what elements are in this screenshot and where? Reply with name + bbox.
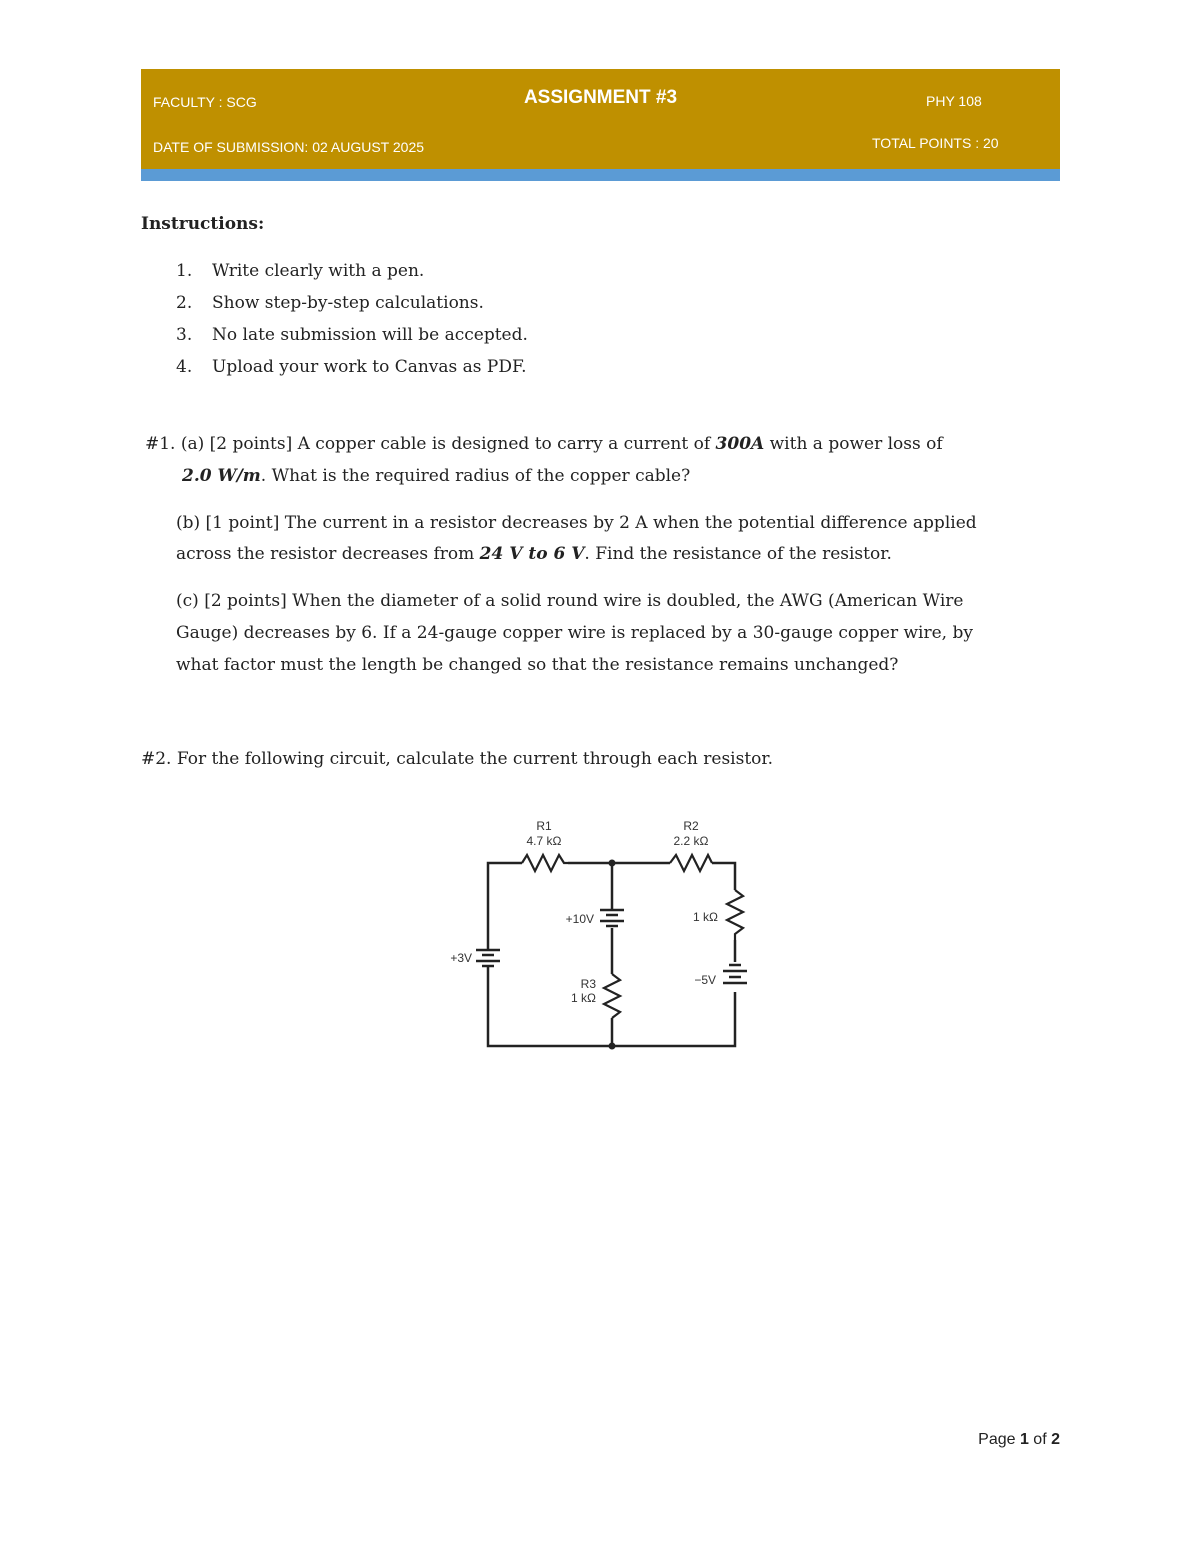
r2-value: 2.2 kΩ <box>673 834 709 848</box>
q1c-line1: (c) [2 points] When the diameter of a solid round wire is doubled, the AWG (American Wire <box>176 591 964 611</box>
list-item: 2. Show step-by-step calculations. <box>176 293 484 313</box>
r3-name: R3 <box>580 977 596 991</box>
assignment-title: ASSIGNMENT #3 <box>523 87 678 108</box>
list-item: 1. Write clearly with a pen. <box>176 261 425 281</box>
r3-value: 1 kΩ <box>571 991 596 1005</box>
instructions-heading: Instructions: <box>141 214 265 234</box>
junction-top <box>609 860 616 867</box>
q1c-line2: Gauge) decreases by 6. If a 24-gauge copper wire is replaced by a 30-gauge copper wire, by <box>176 623 973 643</box>
q1b-line2: across the resistor decreases from 24 V to 6 V. Find the resistance of the resistor. <box>176 544 892 564</box>
list-item: 4. Upload your work to Canvas as PDF. <box>176 357 527 377</box>
r1-value: 4.7 kΩ <box>526 834 562 848</box>
resistor-r2 <box>670 855 712 871</box>
faculty-label: FACULTY : SCG <box>153 94 257 110</box>
v-right-label: −5V <box>694 973 716 987</box>
header-accent-bar <box>141 169 1060 181</box>
page-number: Page 1 of 2 <box>978 1431 1060 1448</box>
q1b-line1: (b) [1 point] The current in a resistor decreases by 2 A when the potential difference applied <box>176 513 977 533</box>
q1a-loss: 2.0 W/m <box>182 466 261 486</box>
resistor-right <box>727 890 743 940</box>
r4-value: 1 kΩ <box>693 910 718 924</box>
instructions-list <box>176 258 528 386</box>
assignment-header <box>141 69 1060 169</box>
battery-left <box>476 950 500 966</box>
resistor-r3 <box>604 974 620 1018</box>
circuit-wires <box>488 863 735 1046</box>
r1-name: R1 <box>536 819 552 833</box>
battery-middle <box>600 910 624 926</box>
q1a-current: 300A <box>715 434 765 454</box>
v-left-label: +3V <box>450 951 472 965</box>
q1c-line3: what factor must the length be changed so that the resistance remains unchanged? <box>176 655 899 675</box>
resistor-r1 <box>522 855 568 871</box>
list-item: 3. No late submission will be accepted. <box>176 325 528 345</box>
circuit-diagram <box>440 812 760 1057</box>
v-middle-label: +10V <box>565 912 594 926</box>
r2-name: R2 <box>683 819 699 833</box>
q1a-line1: #1. (a) [2 points] A copper cable is designed to carry a current of 300A with a power loss of <box>145 434 943 454</box>
q2-text: #2. For the following circuit, calculate the current through each resistor. <box>141 749 774 769</box>
battery-right <box>723 965 747 983</box>
junction-bottom <box>609 1043 616 1050</box>
submission-date: DATE OF SUBMISSION: 02 AUGUST 2025 <box>153 139 425 155</box>
total-points: TOTAL POINTS : 20 <box>872 135 999 151</box>
q1b-range: 24 V to 6 V <box>479 544 585 564</box>
course-code: PHY 108 <box>926 93 982 109</box>
q1a-line2: 2.0 W/m. What is the required radius of the copper cable? <box>182 466 691 486</box>
